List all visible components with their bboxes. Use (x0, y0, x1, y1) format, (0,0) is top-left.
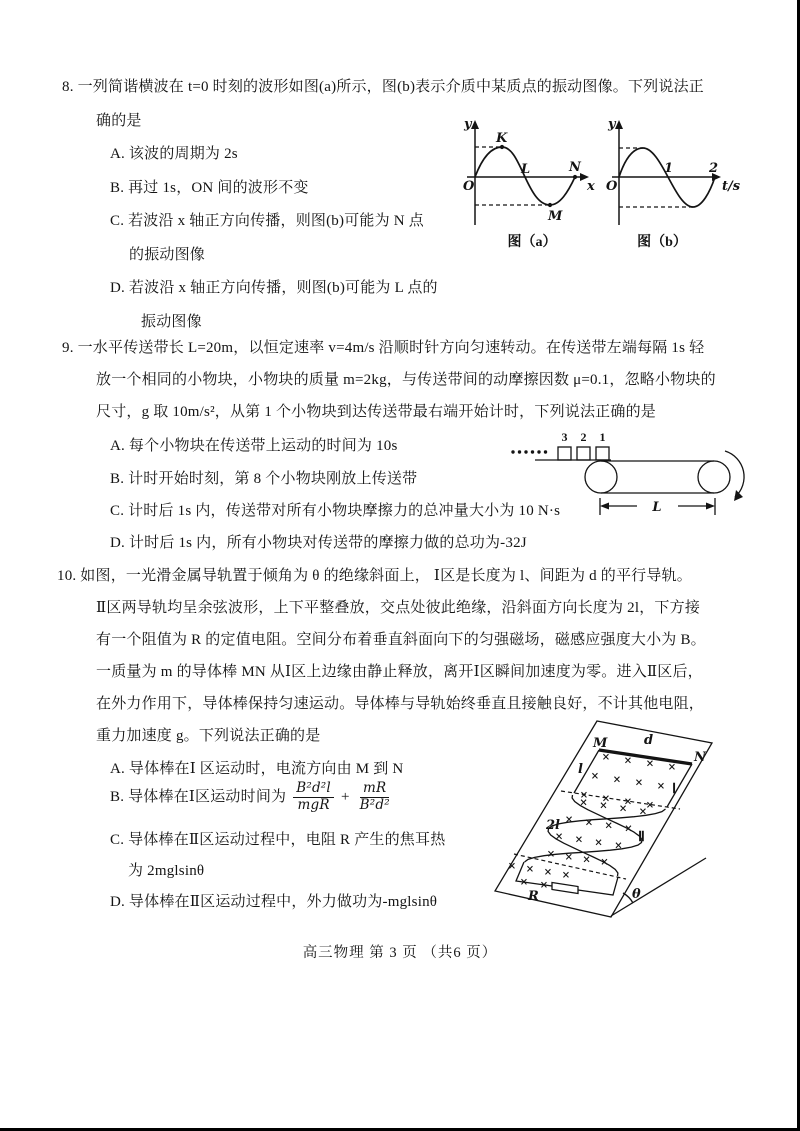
magnetic-field-x-mark: × (624, 823, 633, 835)
fraction-2-denominator: B²d² (359, 796, 390, 813)
magnetic-field-x-mark: × (564, 814, 574, 826)
magnetic-field-x-mark: × (539, 880, 549, 891)
q9-option-c: C. 计时后 1s 内，传送带对所有小物块摩擦力的总冲量大小为 10 N·s (110, 503, 561, 519)
fig-b-y-axis-label: y (608, 117, 616, 132)
magnetic-field-x-mark: × (590, 771, 600, 782)
fig-b-origin-label: O (606, 179, 618, 194)
magnetic-field-x-mark: × (623, 796, 633, 808)
fig-a-origin-label: O (463, 179, 475, 194)
block-2 (577, 447, 590, 460)
q8-option-d-line-2: 振动图像 (141, 314, 202, 330)
magnetic-field-x-mark: × (601, 752, 611, 763)
q9-option-d: D. 计时后 1s 内，所有小物块对传送带的摩擦力做的总功为-32J (110, 535, 527, 551)
q10-option-c-line-2: 为 2mglsinθ (128, 863, 205, 879)
q10-option-a: A. 导体棒在Ⅰ 区运动时，电流方向由 M 到 N (110, 761, 404, 777)
magnetic-field-x-mark: × (574, 834, 584, 846)
fig-a-point-N: N (569, 160, 581, 175)
q10-stem-line-1: 10. 如图，一光滑金属导轨置于倾角为 θ 的绝缘斜面上， Ⅰ区是长度为 l、间距为 d 的平行导轨。 (57, 568, 692, 584)
region1-label: Ⅰ (672, 782, 677, 797)
rod-end-M-label: M (593, 736, 608, 751)
q8-wave-diagram-a (440, 112, 620, 257)
fig-a-caption: 图（a） (507, 235, 557, 250)
fig-a-y-axis-label: y (464, 117, 472, 132)
magnetic-field-x-mark: × (634, 777, 644, 789)
q8-option-c-line-2: 的振动图像 (129, 247, 206, 263)
page-footer: 高三物理 第 3 页 （共6 页） (302, 945, 498, 961)
fig-a-x-axis-label: x (587, 179, 595, 194)
fraction-1-numerator: B²d²l (293, 781, 334, 798)
fig-b-tick-1: 1 (664, 161, 674, 176)
fraction-2 (357, 781, 393, 813)
fig-a-point-M: M (548, 209, 563, 224)
q8-option-c-line-1: C. 若波沿 x 轴正方向传播，则图(b)可能为 N 点 (110, 213, 424, 229)
magnetic-field-x-mark: × (638, 806, 648, 818)
fig-b-t-axis-label: t/s (722, 179, 741, 194)
fig-b-tick-2: 2 (709, 161, 719, 176)
fig-a-point-K: K (496, 131, 508, 146)
magnetic-field-x-mark: × (543, 867, 553, 878)
belt-length-label: L (652, 500, 662, 515)
magnetic-field-x-mark: × (525, 864, 535, 875)
circuit-wire-right (578, 877, 618, 895)
magnetic-field-x-mark: × (579, 790, 589, 801)
block-2-label: 2 (580, 430, 587, 444)
ground-line (611, 858, 706, 916)
rod-end-N-label: N (694, 750, 706, 765)
fig-b-caption: 图（b） (637, 235, 687, 250)
magnetic-field-x-mark: × (554, 831, 564, 843)
magnetic-field-x-mark: × (645, 799, 655, 811)
q9-option-b: B. 计时开始时刻，第 8 个小物块刚放上传送带 (110, 471, 418, 487)
q9-stem-line-3: 尺寸，g 取 10m/s²，从第 1 个小物块到达传送带最右端开始计时，下列说法正确的是 (96, 404, 656, 420)
q8-stem-line-2: 确的是 (96, 113, 142, 129)
q8-option-b: B. 再过 1s，ON 间的波形不变 (110, 180, 309, 196)
fig-a-point-L: L (521, 162, 531, 177)
block-3 (558, 447, 571, 460)
q9-conveyor-belt-diagram (505, 425, 795, 530)
magnetic-field-x-mark: × (584, 817, 594, 829)
magnetic-field-x-mark: × (507, 861, 517, 872)
q8-option-a: A. 该波的周期为 2s (110, 146, 238, 162)
right-pulley (698, 461, 730, 493)
resistor (552, 883, 578, 894)
magnetic-field-x-mark: × (582, 854, 591, 866)
magnetic-field-x-mark: × (561, 870, 571, 881)
fraction-2-numerator: mR (360, 781, 389, 798)
fraction-1-denominator: mgR (297, 796, 330, 813)
fraction-1 (293, 781, 334, 813)
incline-angle-label: θ (632, 887, 641, 902)
block-3-label: 3 (561, 430, 568, 444)
plus-sign: + (340, 788, 350, 805)
magnetic-field-x-mark: × (618, 803, 628, 815)
magnetic-field-x-mark: × (612, 774, 622, 786)
rotation-arrow (725, 451, 744, 497)
magnetic-field-x-mark: × (656, 780, 666, 792)
q10-option-d: D. 导体棒在Ⅱ区运动过程中，外力做功为-mglsinθ (110, 894, 438, 910)
rail-gap-d-label: d (644, 733, 654, 748)
left-pulley (585, 461, 617, 493)
magnetic-field-x-mark: × (546, 849, 556, 861)
region1-length-label: l (578, 762, 583, 777)
region2-length-label: 2l (546, 818, 560, 833)
q10-stem-line-5: 在外力作用下，导体棒保持匀速运动。导体棒与导轨始终垂直且接触良好，不计其他电阻， (96, 696, 705, 712)
resistor-label: R (528, 889, 539, 904)
q10-stem-line-2: Ⅱ区两导轨均呈余弦波形，上下平整叠放，交点处彼此绝缘，沿斜面方向长度为 2l，下方接 (96, 600, 701, 616)
magnetic-field-x-mark: × (579, 797, 588, 809)
q8-wave-diagram-b (600, 112, 760, 257)
magnetic-field-x-mark: × (604, 820, 613, 832)
magnetic-field-x-mark: × (667, 761, 677, 773)
q8-option-d-line-1: D. 若波沿 x 轴正方向传播，则图(b)可能为 L 点的 (110, 280, 438, 296)
magnetic-field-x-mark: × (519, 877, 529, 888)
magnetic-field-x-mark: × (564, 851, 573, 863)
magnetic-field-x-mark: × (600, 857, 609, 869)
region2-label: Ⅱ (638, 830, 645, 845)
block-1 (596, 447, 609, 460)
block-1-label: 1 (599, 430, 606, 444)
q9-stem-line-2: 放一个相同的小物块，小物块的质量 m=2kg，与传送带间的动摩擦因数 μ=0.1，忽略小物块的 (96, 372, 716, 388)
queue-dots (511, 450, 547, 453)
q10-stem-line-3: 有一个阻值为 R 的定值电阻。空间分布着垂直斜面向下的匀强磁场，磁感应强度大小为 B。 (96, 632, 706, 648)
q10-incline-diagram (468, 697, 788, 942)
magnetic-field-x-mark: × (645, 758, 655, 770)
q10-option-b-text: B. 导体棒在Ⅰ区运动时间为 (110, 788, 287, 805)
magnetic-field-x-mark: × (623, 755, 633, 767)
q10-stem-line-6: 重力加速度 g。下列说法正确的是 (96, 728, 321, 744)
q10-stem-line-4: 一质量为 m 的导体棒 MN 从Ⅰ区上边缘由静止释放，离开Ⅰ区瞬间加速度为零。进入Ⅱ区后， (96, 664, 703, 680)
q10-option-c-line-1: C. 导体棒在Ⅱ区运动过程中，电阻 R 产生的焦耳热 (110, 832, 446, 848)
q9-stem-line-1: 9. 一水平传送带长 L=20m，以恒定速率 v=4m/s 沿顺时针方向匀速转动。在传送带左端每隔 1s 轻 (62, 340, 705, 356)
q8-stem-line-1: 8. 一列简谐横波在 t=0 时刻的波形如图(a)所示，图(b)表示介质中某质点的振动图像。下列说法正 (62, 79, 704, 95)
magnetic-field-x-mark: × (599, 800, 608, 812)
magnetic-field-x-mark: × (614, 840, 623, 852)
q10-option-b (110, 781, 393, 813)
magnetic-field-x-mark: × (594, 837, 603, 849)
magnetic-field-x-mark: × (601, 793, 611, 805)
q9-option-a: A. 每个小物块在传送带上运动的时间为 10s (110, 438, 398, 454)
